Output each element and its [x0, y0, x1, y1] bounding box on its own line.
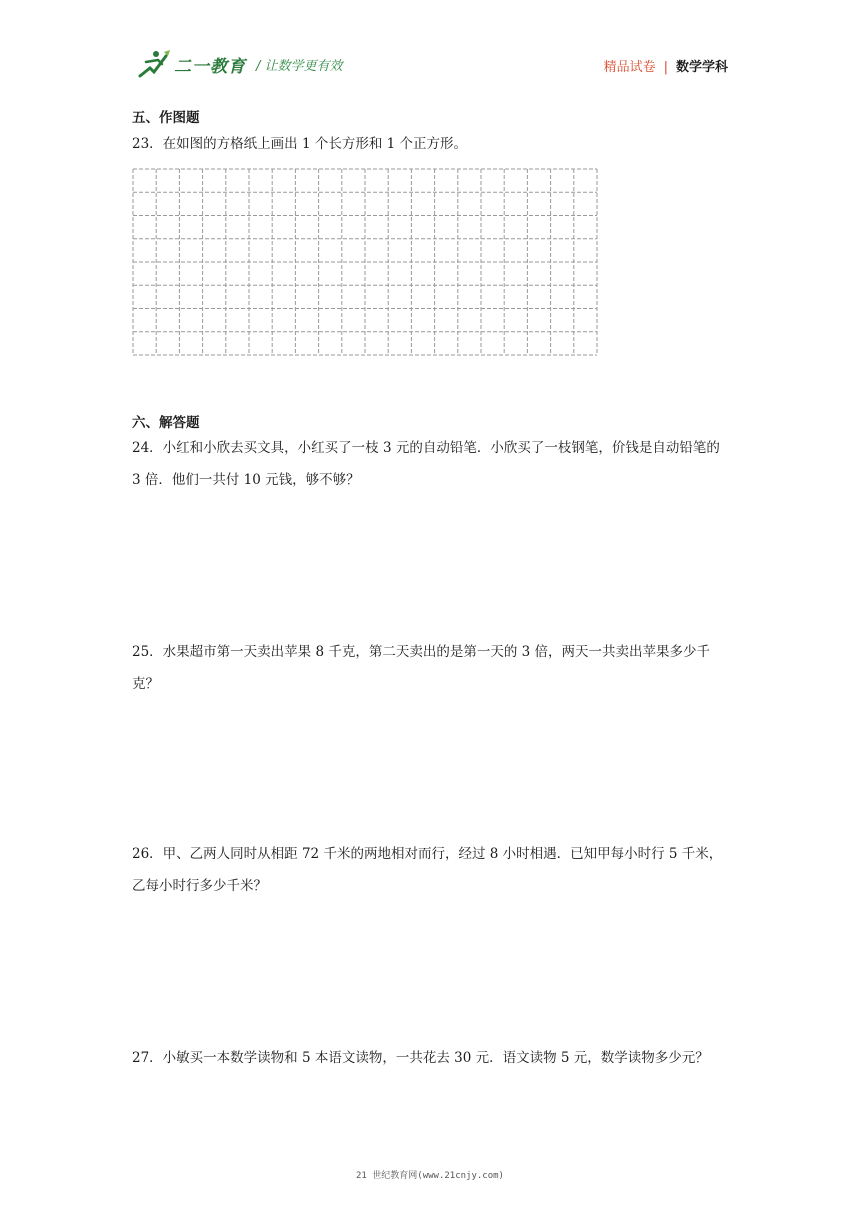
page-header [0, 0, 860, 90]
square-grid-paper[interactable] [132, 168, 598, 356]
header-separator: | [663, 60, 668, 75]
header-tag: 精品试卷 [603, 60, 656, 75]
header-right [604, 56, 728, 75]
section-title-drawing: 五、作图题 [132, 110, 200, 126]
slogan-text: 让数学更有效 [264, 59, 343, 74]
logo-text: 二一教育 [174, 57, 246, 77]
question-26: 26．甲、乙两人同时从相距 72 千米的两地相对而行，经过 8 小时相遇．已知甲每小时行 5 千米，乙每小时行多少千米？ [132, 846, 723, 894]
question-23: 23．在如图的方格纸上画出 1 个长方形和 1 个正方形。 [132, 136, 468, 152]
page-footer: 21 世纪教育网(www.21cnjy.com) [356, 1171, 504, 1181]
section-title-solutions: 六、解答题 [132, 415, 200, 431]
running-figure-logo-icon [136, 48, 172, 80]
logo-slogan: / 让数学更有效 [256, 59, 343, 74]
question-27: 27．小敏买一本数学读物和 5 本语文读物，一共花去 30 元．语文读物 5 元，数学读物多少元？ [132, 1050, 709, 1066]
header-subject: 数学学科 [675, 60, 728, 75]
question-24: 24．小红和小欣去买文具，小红买了一枝 3 元的自动铅笔．小欣买了一枝钢笔，价钱是自动铅笔的 3 倍．他们一共付 10 元钱，够不够？ [132, 440, 720, 488]
question-25: 25．水果超市第一天卖出苹果 8 千克，第二天卖出的是第一天的 3 倍，两天一共卖出苹果多少千克？ [132, 644, 711, 692]
